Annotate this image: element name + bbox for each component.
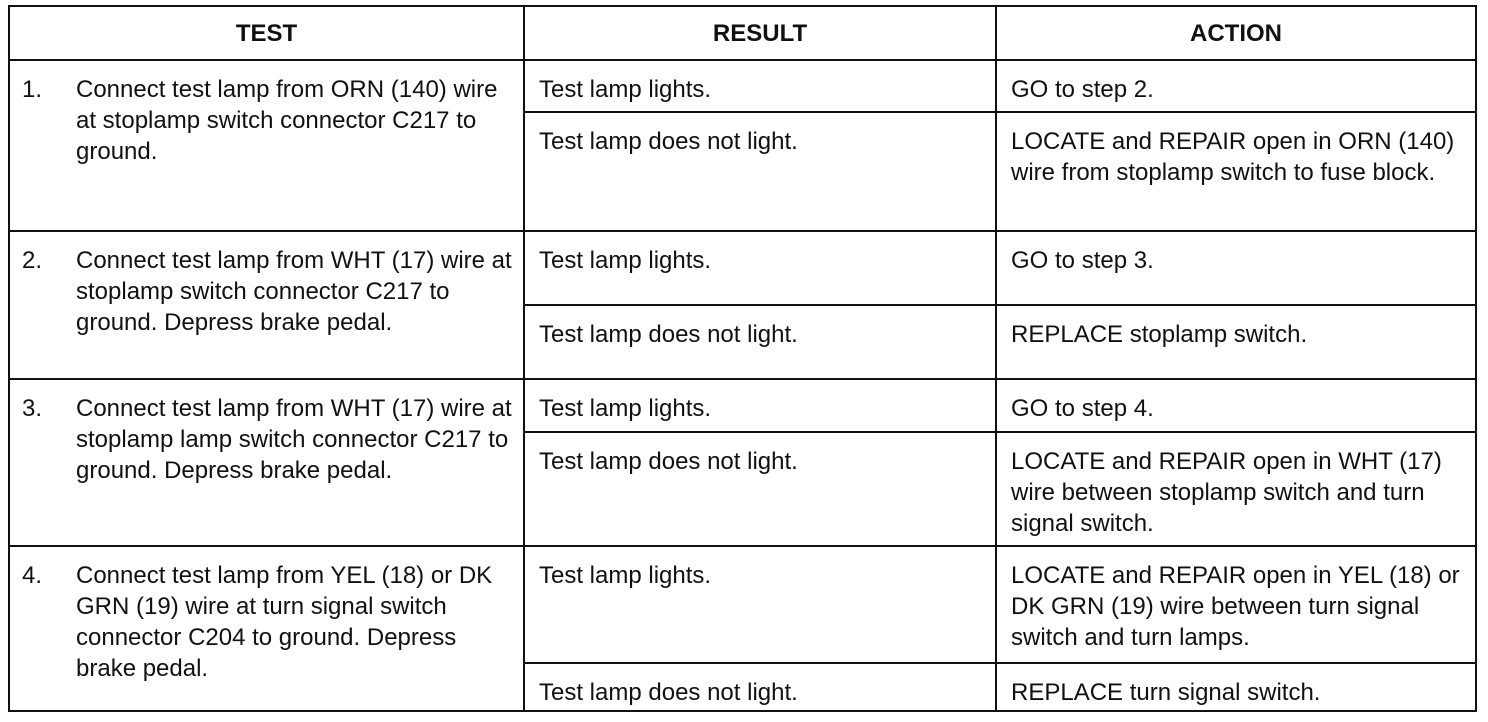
column-header-result: RESULT [524,6,996,60]
result-cell: Test lamp lights. [524,546,996,663]
step-number: 2. [22,247,43,274]
column-header-action: ACTION [996,6,1476,60]
action-cell: LOCATE and REPAIR open in WHT (17) wire between stoplamp switch and turn signal switch. [996,432,1476,546]
header-row [9,6,1476,60]
test-description: Connect test lamp from YEL (18) or DK GRN (19) wire at turn signal switch connector C204 to ground. Depress brake pedal. [76,562,493,682]
result-cell: Test lamp does not light. [524,305,996,379]
result-cell: Test lamp lights. [524,231,996,305]
test-cell-step-3 [9,379,524,546]
test-cell-step-2 [9,231,524,379]
action-cell: REPLACE turn signal switch. [996,663,1476,711]
diagnostic-table [8,5,1477,712]
step-number: 3. [22,395,43,422]
result-cell: Test lamp does not light. [524,112,996,231]
action-cell: REPLACE stoplamp switch. [996,305,1476,379]
test-description: Connect test lamp from WHT (17) wire at stoplamp lamp switch connector C217 to ground. Depress brake pedal. [76,395,512,484]
result-cell: Test lamp does not light. [524,663,996,711]
action-cell: LOCATE and REPAIR open in YEL (18) or DK GRN (19) wire between turn signal switch and turn lamps. [996,546,1476,663]
action-cell: GO to step 3. [996,231,1476,305]
result-cell: Test lamp lights. [524,379,996,432]
table-row [9,231,1476,305]
step-number: 4. [22,562,43,589]
test-cell-step-1 [9,60,524,231]
table-row [9,379,1476,432]
action-cell: GO to step 2. [996,60,1476,112]
action-cell: GO to step 4. [996,379,1476,432]
step-number: 1. [22,76,43,103]
test-description: Connect test lamp from ORN (140) wire at stoplamp switch connector C217 to ground. [76,76,498,165]
table-row [9,546,1476,663]
action-cell: LOCATE and REPAIR open in ORN (140) wire from stoplamp switch to fuse block. [996,112,1476,231]
table-row [9,60,1476,112]
result-cell: Test lamp does not light. [524,432,996,546]
test-cell-step-4 [9,546,524,711]
result-cell: Test lamp lights. [524,60,996,112]
column-header-test: TEST [9,6,524,60]
test-description: Connect test lamp from WHT (17) wire at stoplamp switch connector C217 to ground. Depress brake pedal. [76,247,512,336]
